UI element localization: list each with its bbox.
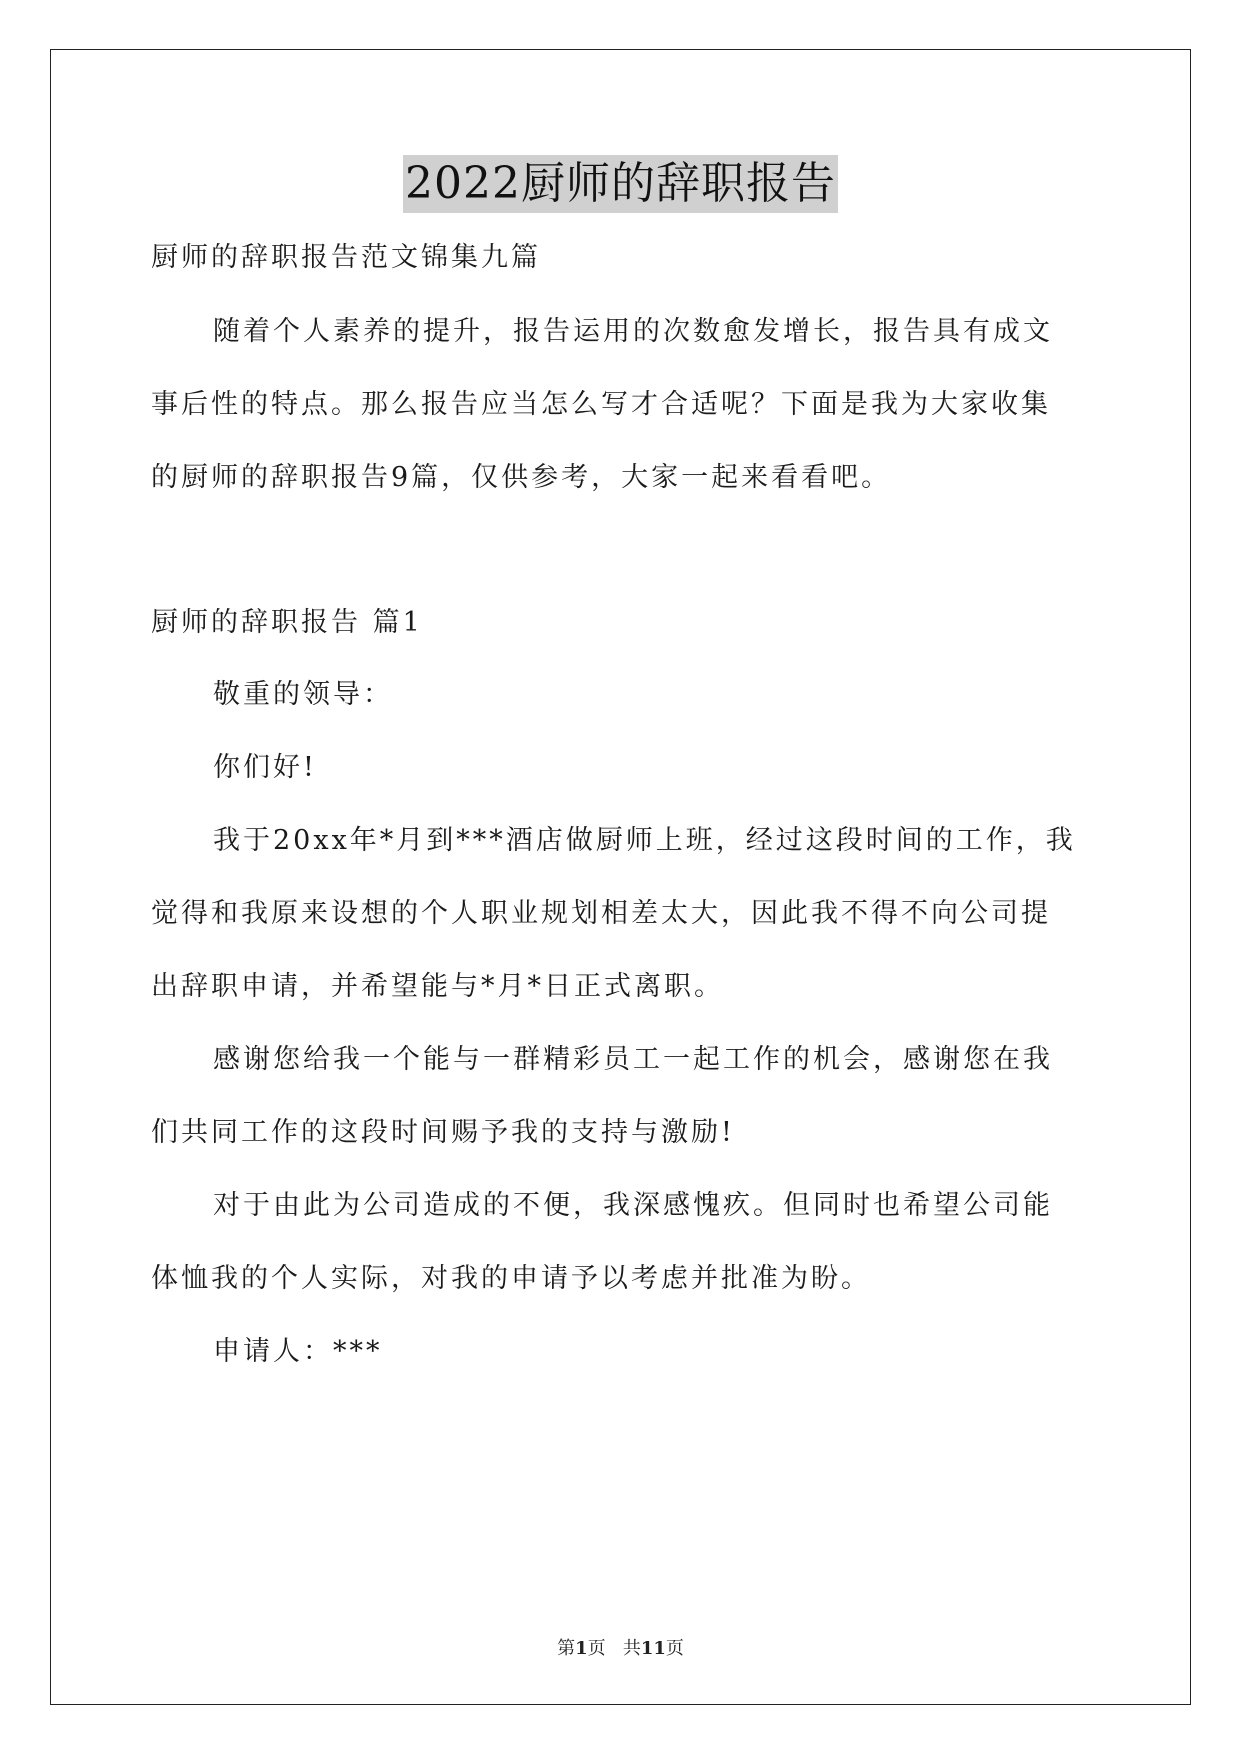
footer-page-prefix: 第 — [557, 1638, 576, 1659]
intro-line-2: 事后性的特点。那么报告应当怎么写才合适呢？下面是我为大家收集 — [151, 389, 1051, 420]
paragraph1-line-3: 出辞职申请，并希望能与*月*日正式离职。 — [151, 971, 724, 1002]
page-border — [50, 49, 1191, 1705]
greeting: 你们好! — [213, 752, 317, 783]
footer-total-pages: 11 — [640, 1638, 666, 1659]
document-title: 2022厨师的辞职报告 — [403, 155, 838, 213]
footer-total-prefix: 共 — [622, 1638, 641, 1659]
section-heading: 厨师的辞职报告 篇1 — [151, 607, 423, 638]
applicant-line: 申请人：*** — [213, 1336, 383, 1367]
paragraph2-line-2: 们共同工作的这段时间赐予我的支持与激励! — [151, 1117, 735, 1148]
paragraph2-line-1: 感谢您给我一个能与一群精彩员工一起工作的机会，感谢您在我 — [213, 1044, 1053, 1075]
footer-page-suffix: 页 — [587, 1638, 606, 1659]
document-subtitle: 厨师的辞职报告范文锦集九篇 — [151, 242, 541, 273]
intro-line-3: 的厨师的辞职报告9篇，仅供参考，大家一起来看看吧。 — [151, 462, 892, 493]
salutation: 敬重的领导： — [213, 679, 393, 710]
page-footer — [0, 1634, 1241, 1660]
paragraph3-line-2: 体恤我的个人实际，对我的申请予以考虑并批准为盼。 — [151, 1263, 871, 1294]
title-container — [0, 155, 1241, 213]
footer-total-suffix: 页 — [665, 1638, 684, 1659]
paragraph1-line-1: 我于20xx年*月到***酒店做厨师上班，经过这段时间的工作，我 — [213, 825, 1076, 856]
footer-page-number: 1 — [575, 1638, 588, 1659]
intro-line-1: 随着个人素养的提升，报告运用的次数愈发增长，报告具有成文 — [213, 316, 1053, 347]
paragraph1-line-2: 觉得和我原来设想的个人职业规划相差太大，因此我不得不向公司提 — [151, 898, 1051, 929]
paragraph3-line-1: 对于由此为公司造成的不便，我深感愧疚。但同时也希望公司能 — [213, 1190, 1053, 1221]
